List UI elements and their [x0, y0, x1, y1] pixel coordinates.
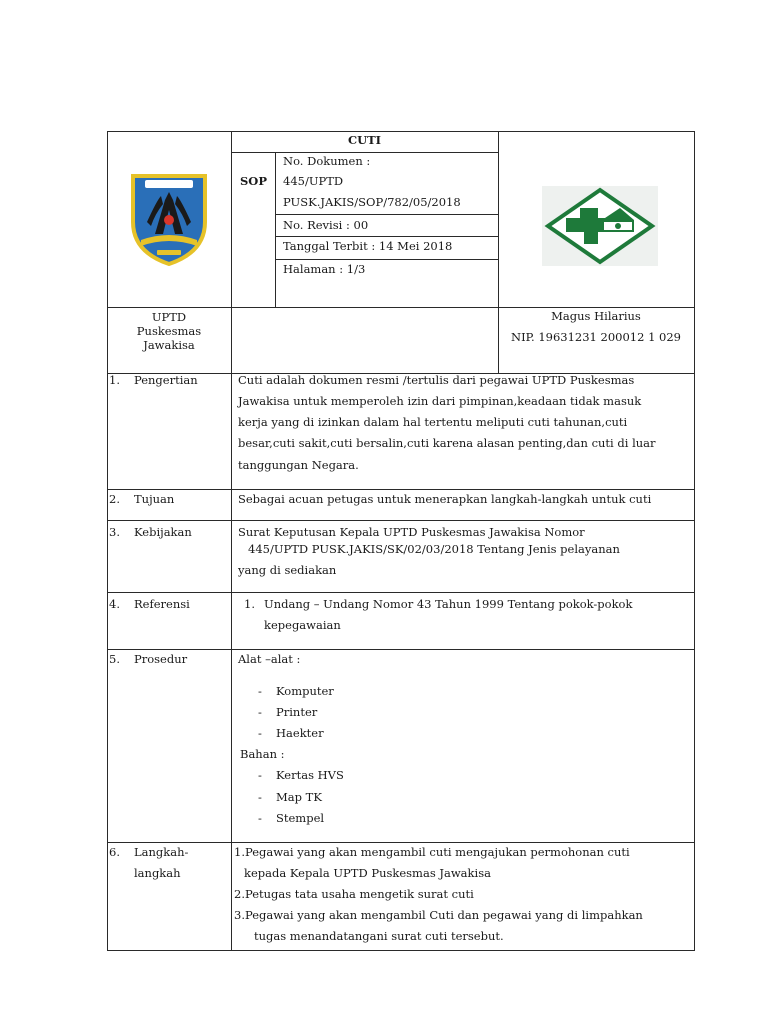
list-number: 1. [244, 597, 255, 611]
section-number: 5. [109, 652, 120, 666]
body-text-line: Sebagai acuan petugas untuk menerapkan langkah-langkah untuk cuti [238, 492, 652, 506]
org-name: Puskesmas [136, 324, 202, 338]
section-number: 1. [109, 373, 120, 387]
tool-item: Printer [276, 705, 318, 719]
section-number: 3. [109, 525, 120, 539]
section-number: 4. [109, 597, 120, 611]
section-line [107, 520, 695, 521]
step-line: 1.Pegawai yang akan mengambil cuti mengajukan permohonan cuti [234, 845, 630, 859]
sop-divider [275, 152, 276, 307]
header-row-line [275, 214, 498, 215]
revision-number: No. Revisi : 00 [283, 218, 369, 232]
step-line: kepada Kepala UPTD Puskesmas Jawakisa [244, 866, 491, 880]
section-line [107, 649, 695, 650]
section-label: Tujuan [134, 492, 175, 506]
table-border-top [107, 131, 695, 132]
header-row-line [275, 259, 498, 260]
section-label: Kebijakan [134, 525, 192, 539]
table-border-left [107, 131, 108, 951]
materials-label: Bahan : [240, 747, 285, 761]
doc-number-value: PUSK.JAKIS/SOP/782/05/2018 [283, 195, 461, 209]
step-line: 3.Pegawai yang akan mengambil Cuti dan pegawai yang di limpahkan [234, 908, 643, 922]
body-text-line: yang di sediakan [238, 563, 337, 577]
org-name: Jawakisa [143, 338, 195, 352]
body-text-line: tanggungan Negara. [238, 458, 359, 472]
step-line: 2.Petugas tata usaha mengetik surat cuti [234, 887, 474, 901]
section-label: langkah [134, 866, 181, 880]
tool-item: Haekter [276, 726, 324, 740]
body-text-line: Undang – Undang Nomor 43 Tahun 1999 Tentang pokok-pokok [264, 597, 633, 611]
section-label: Referensi [134, 597, 190, 611]
list-dash: - [258, 705, 262, 719]
section-line [107, 489, 695, 490]
body-text-line: kepegawaian [264, 618, 341, 632]
section-label: Prosedur [134, 652, 188, 666]
body-text-line: Cuti adalah dokumen resmi /tertulis dari pegawai UPTD Puskesmas [238, 373, 635, 387]
header-row-line [275, 236, 498, 237]
list-dash: - [258, 684, 262, 698]
table-border-right [694, 131, 695, 951]
section-label: Langkah- [134, 845, 189, 859]
body-text-line: besar,cuti sakit,cuti bersalin,cuti karena alasan penting,dan cuti di luar [238, 436, 656, 450]
body-text-line: kerja yang di izinkan dalam hal tertentu meliputi cuti tahunan,cuti [238, 415, 628, 429]
doc-number-label: No. Dokumen : [283, 154, 371, 168]
org-name: UPTD [151, 310, 187, 324]
list-dash: - [258, 768, 262, 782]
list-dash: - [258, 790, 262, 804]
section-line [107, 592, 695, 593]
section-line [107, 842, 695, 843]
body-text-line: Surat Keputusan Kepala UPTD Puskesmas Jawakisa Nomor [238, 525, 585, 539]
regional-crest-logo [127, 170, 211, 266]
column-divider [231, 131, 232, 951]
header-bottom-line [107, 307, 695, 308]
section-number: 6. [109, 845, 120, 859]
signer-nip: NIP. 19631231 200012 1 029 [511, 330, 681, 344]
document-title: CUTI [347, 133, 382, 147]
material-item: Kertas HVS [276, 768, 344, 782]
body-text-line: Jawakisa untuk memperoleh izin dari pimpinan,keadaan tidak masuk [238, 394, 642, 408]
page-number: Halaman : 1/3 [283, 262, 366, 276]
title-underline [231, 152, 498, 153]
material-item: Map TK [276, 790, 322, 804]
sop-label: SOP [240, 174, 267, 188]
tool-item: Komputer [276, 684, 334, 698]
body-text-line: 445/UPTD PUSK.JAKIS/SK/02/03/2018 Tentang Jenis pelayanan [248, 542, 620, 556]
list-dash: - [258, 726, 262, 740]
list-dash: - [258, 811, 262, 825]
tools-label: Alat –alat : [238, 652, 301, 666]
doc-number-value: 445/UPTD [283, 174, 344, 188]
step-line: tugas menandatangani surat cuti tersebut. [254, 929, 504, 943]
publish-date: Tanggal Terbit : 14 Mei 2018 [283, 239, 453, 253]
material-item: Stempel [276, 811, 325, 825]
signer-name: Magus Hilarius [551, 309, 641, 323]
section-label: Pengertian [134, 373, 198, 387]
puskesmas-logo [542, 186, 658, 266]
table-border-bottom [107, 950, 695, 951]
section-number: 2. [109, 492, 120, 506]
